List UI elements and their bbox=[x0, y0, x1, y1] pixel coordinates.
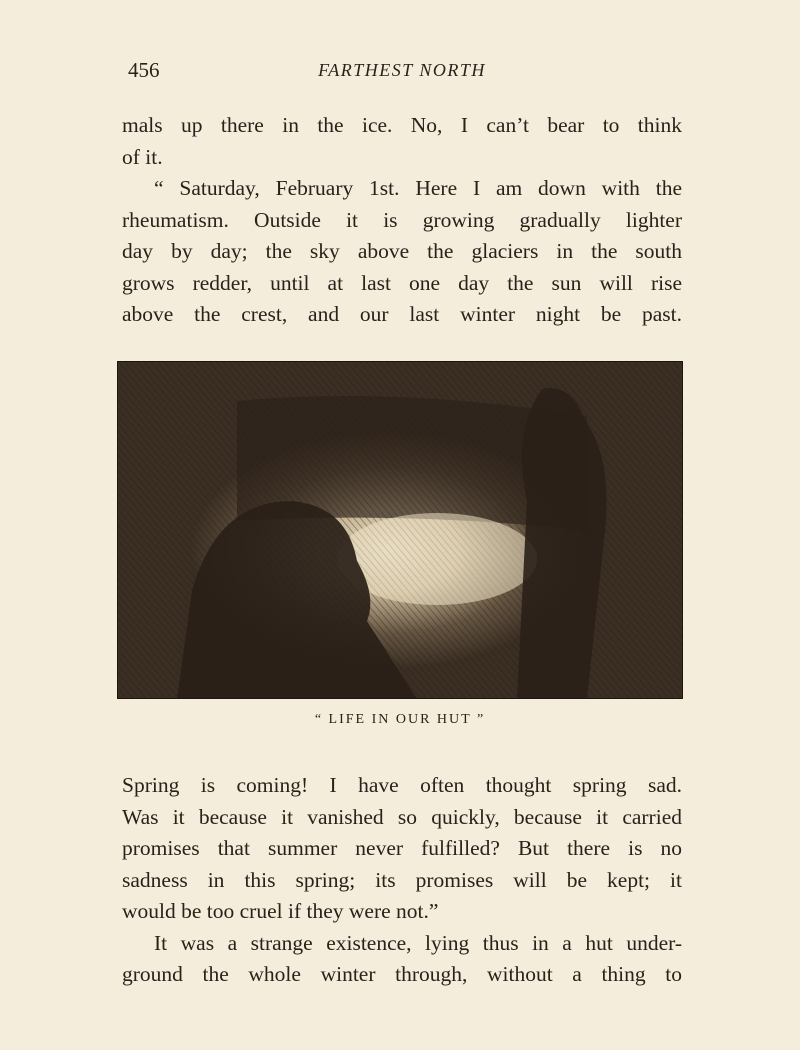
paragraph-continued bbox=[122, 959, 682, 991]
text-line: day by day; the sky above the glaciers in the south bbox=[122, 239, 682, 263]
paragraph bbox=[122, 770, 682, 928]
text-line: Spring is coming! I have often thought spring sad. bbox=[122, 773, 682, 797]
paragraph bbox=[122, 110, 682, 173]
text-line: grows redder, until at last one day the sun will rise bbox=[122, 270, 682, 295]
page-header bbox=[122, 58, 682, 88]
paragraph-continued bbox=[122, 205, 682, 331]
paragraph bbox=[122, 173, 682, 205]
illustration bbox=[117, 361, 683, 699]
paragraph bbox=[122, 928, 682, 960]
top-text-block bbox=[122, 110, 682, 331]
text-line: of it. bbox=[122, 144, 163, 169]
text-line: sadness in this spring; its promises will be kept; it bbox=[122, 867, 682, 892]
hut-illustration bbox=[117, 361, 683, 699]
text-line: “ Saturday, February 1st. Here I am down with the bbox=[154, 176, 682, 200]
text-line: ground the whole winter through, without a thing to bbox=[122, 962, 682, 986]
text-line: promises that summer never fulfilled? But there is no bbox=[122, 836, 682, 860]
text-line: It was a strange existence, lying thus in a hut under- bbox=[154, 930, 682, 955]
figure-caption: “ LIFE IN OUR HUT ” bbox=[314, 712, 486, 727]
bottom-text-block bbox=[122, 770, 682, 991]
running-title: FARTHEST NORTH bbox=[318, 60, 486, 80]
text-line: would be too cruel if they were not.” bbox=[122, 899, 439, 923]
text-line: Was it because it vanished so quickly, because it carried bbox=[122, 804, 682, 829]
page-number: 456 bbox=[128, 58, 160, 82]
text-line: above the crest, and our last winter night be past. bbox=[122, 302, 682, 326]
text-line: mals up there in the ice. No, I can’t bear to think bbox=[122, 113, 682, 137]
text-line: rheumatism. Outside it is growing gradually lighter bbox=[122, 207, 682, 232]
